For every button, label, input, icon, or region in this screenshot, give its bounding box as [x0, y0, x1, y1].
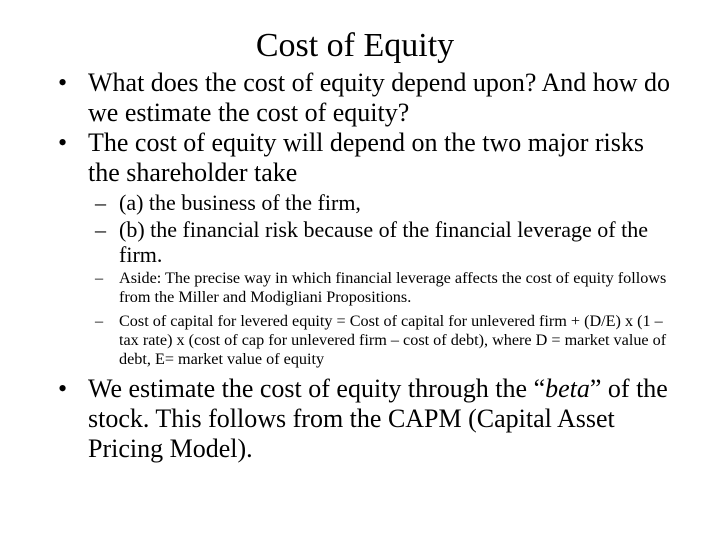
beta-emphasis: beta — [545, 374, 590, 403]
dash-icon: – — [95, 190, 106, 215]
bullet-text — [88, 374, 678, 464]
bullet-icon: • — [58, 68, 68, 97]
sub-bullet-text: (a) the business of the firm, — [119, 190, 361, 215]
bullet-item — [58, 68, 678, 128]
bullet-icon: • — [58, 128, 68, 157]
bullet-icon: • — [58, 374, 68, 403]
dash-icon: – — [95, 217, 106, 242]
sub-sub-bullet-item — [95, 269, 675, 307]
bullet-text: What does the cost of equity depend upon? And how do we estimate the cost of equity? — [88, 68, 670, 127]
bullet-item — [58, 374, 678, 464]
sub-sub-bullet-item — [95, 312, 675, 369]
bullet-text-before: We estimate the cost of equity through the “ — [88, 374, 546, 403]
slide-title: Cost of Equity — [255, 27, 455, 64]
sub-bullet-text: (b) the financial risk because of the financial leverage of the firm. — [119, 217, 648, 267]
sub-sub-bullet-text: Aside: The precise way in which financial leverage affects the cost of equity follows from the Miller and Modigliani Propositions. — [119, 269, 667, 306]
bullet-item — [58, 128, 678, 188]
dash-icon: – — [95, 269, 104, 287]
sub-bullet-item — [95, 217, 675, 267]
dash-icon: – — [95, 312, 104, 330]
bullet-text-after: ” of the stock. This follows from the CAPM (Capital Asset Pricing Model). — [88, 374, 668, 463]
sub-sub-bullet-text: Cost of capital for levered equity = Cost of capital for unlevered firm + (D/E) x (1 – tax rate) x (cost of cap for unlevered firm – cost of debt), where D = market value of debt, E= market value of equity — [119, 312, 667, 368]
bullet-text: The cost of equity will depend on the two major risks the shareholder take — [88, 128, 645, 187]
sub-bullet-item — [95, 190, 675, 215]
